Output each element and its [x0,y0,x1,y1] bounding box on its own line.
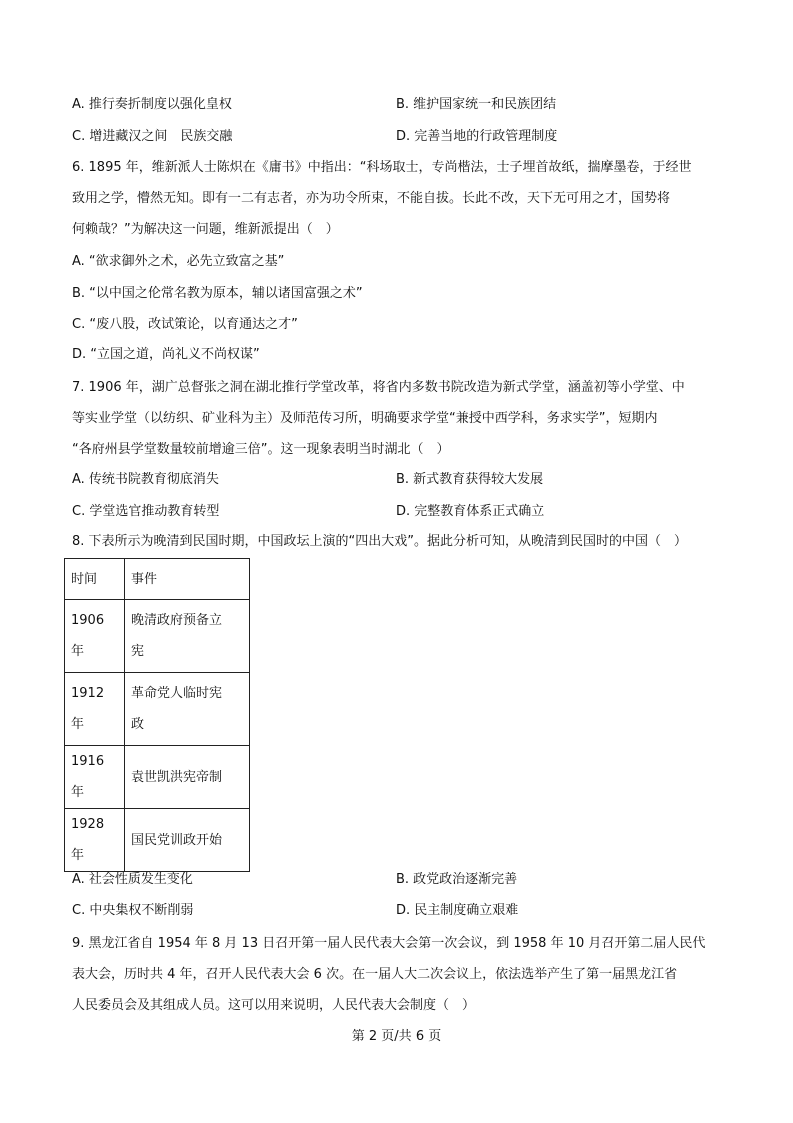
table-cell-event-line: 政 [131,717,145,732]
page-number-footer: 第 2 页/共 6 页 [351,1029,442,1044]
q9-stem-line: 人民委员会及其组成人员。这可以用来说明，人民代表大会制度（ ） [72,998,476,1013]
table-cell-year: 1912 年 [65,673,125,746]
q9-stem-line: 9. 黑龙江省自 1954 年 8 月 13 日召开第一届人民代表大会第一次会议，到 1958 年 10 月召开第二届人民代 [72,936,706,951]
q6-stem-line: 致用之学，懵然无知。即有一二有志者，亦为功令所束，不能自拔。长此不改，天下无可用之才，国势将 [72,191,671,206]
q9-stem [72,928,732,1021]
table-row [65,600,250,673]
q5-option-c[interactable]: C. 增进藏汉之间 民族交融 [72,129,233,144]
q5-option-b[interactable]: B. 维护国家统一和民族团结 [396,97,557,112]
table-cell-event [125,673,250,746]
table-cell-event-line: 革命党人临时宪 [131,686,223,701]
q6-option-a[interactable]: A. “欲求御外之术，必先立致富之基” [72,254,285,269]
q8-option-a[interactable]: A. 社会性质发生变化 [72,872,193,887]
table-header-row [65,559,250,600]
q6-stem-line: 何赖哉？”为解决这一问题，维新派提出（ ） [72,222,339,237]
table-row [65,673,250,746]
q9-stem-line: 表大会，历时共 4 年，召开人民代表大会 6 次。在一届人大二次会议上，依法选举产生了第一届黑龙江省 [72,967,678,982]
q7-option-b[interactable]: B. 新式教育获得较大发展 [396,472,544,487]
table-cell-event-line: 宪 [131,644,145,659]
q8-stem: 8. 下表所示为晚清到民国时期，中国政坛上演的“四出大戏”。据此分析可知，从晚清到民国时的中国（ ） [72,534,688,549]
table-header-event: 事件 [125,559,250,600]
q8-option-b[interactable]: B. 政党政治逐渐完善 [396,872,518,887]
q5-option-a[interactable]: A. 推行奏折制度以强化皇权 [72,97,232,112]
q7-stem-line: “各府州县学堂数量较前增逾三倍”。这一现象表明当时湖北（ ） [72,442,450,457]
q7-stem-line: 等实业学堂（以纺织、矿业科为主）及师范传习所，明确要求学堂“兼授中西学科，务求实学”，短期内 [72,411,658,426]
q7-option-d[interactable]: D. 完整教育体系正式确立 [396,504,545,519]
q6-option-c[interactable]: C. “废八股，改试策论，以育通达之才” [72,317,298,332]
table-cell-year: 1916 年 [65,746,125,809]
q6-option-b[interactable]: B. “以中国之伦常名教为原本，辅以诸国富强之术” [72,286,363,301]
q5-option-d[interactable]: D. 完善当地的行政管理制度 [396,129,558,144]
q8-option-d[interactable]: D. 民主制度确立艰难 [396,903,519,918]
q7-stem-line: 7. 1906 年，湖广总督张之洞在湖北推行学堂改革，将省内多数书院改造为新式学堂，涵盖初等小学堂、中 [72,380,685,395]
table-cell-event: 国民党训政开始 [125,809,250,872]
q7-option-c[interactable]: C. 学堂选官推动教育转型 [72,504,220,519]
q8-option-c[interactable]: C. 中央集权不断削弱 [72,903,194,918]
q6-option-d[interactable]: D. “立国之道，尚礼义不尚权谋” [72,347,260,362]
q8-table [64,558,250,872]
table-header-time: 时间 [65,559,125,600]
table-cell-event [125,600,250,673]
q6-stem [72,152,732,245]
table-row [65,809,250,872]
table-cell-year: 1906 年 [65,600,125,673]
q7-option-a[interactable]: A. 传统书院教育彻底消失 [72,472,219,487]
table-cell-event: 袁世凯洪宪帝制 [125,746,250,809]
table-row [65,746,250,809]
q7-stem [72,372,732,465]
table-cell-year: 1928 年 [65,809,125,872]
q6-stem-line: 6. 1895 年，维新派人士陈炽在《庸书》中指出：“科场取士，专尚楷法，士子埋首故纸，揣摩墨卷，于经世 [72,160,692,175]
table-cell-event-line: 晚清政府预备立 [131,613,223,628]
